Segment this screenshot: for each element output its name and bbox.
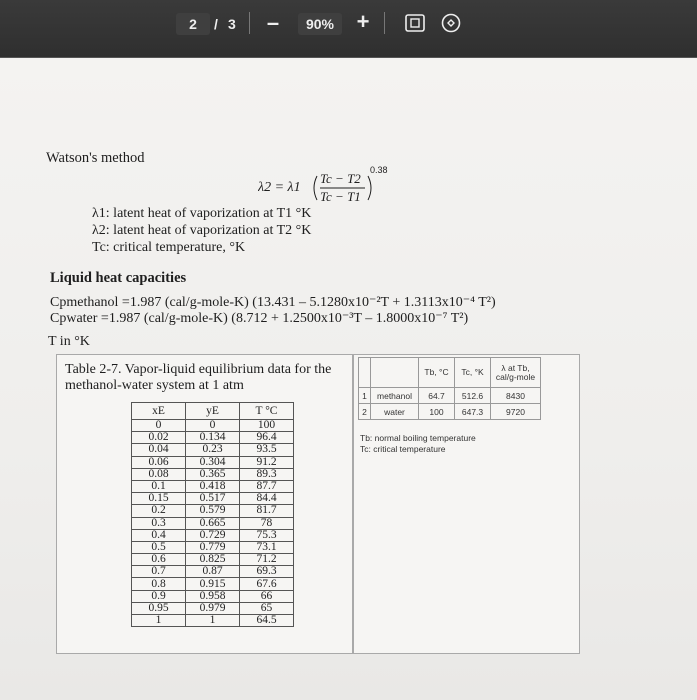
prop-cell: water bbox=[371, 404, 419, 420]
prop-header-tc: Tc, °K bbox=[455, 358, 491, 388]
vle-cell: 0 bbox=[132, 420, 186, 432]
vle-cell: 0.665 bbox=[186, 517, 240, 529]
vle-cell: 0.365 bbox=[186, 468, 240, 480]
rotate-icon[interactable] bbox=[440, 12, 462, 34]
vle-cell: 0.15 bbox=[132, 493, 186, 505]
vle-cell: 89.3 bbox=[240, 468, 294, 480]
liquid-heat-heading: Liquid heat capacities bbox=[50, 270, 187, 286]
vle-header-t: T °C bbox=[240, 403, 294, 420]
formula-exponent: 0.38 bbox=[370, 165, 388, 175]
toolbar-divider bbox=[384, 12, 385, 34]
zoom-level-input[interactable]: 90% bbox=[298, 13, 342, 35]
vle-cell: 0 bbox=[186, 420, 240, 432]
vle-cell: 65 bbox=[240, 602, 294, 614]
vle-cell: 0.9 bbox=[132, 590, 186, 602]
definition-tc: Tc: critical temperature, °K bbox=[92, 240, 246, 255]
prop-cell: 647.3 bbox=[455, 404, 491, 420]
vle-cell: 0.915 bbox=[186, 578, 240, 590]
prop-header-name bbox=[371, 358, 419, 388]
vle-cell: 0.3 bbox=[132, 517, 186, 529]
prop-cell: 8430 bbox=[491, 388, 541, 404]
vle-cell: 1 bbox=[186, 615, 240, 627]
tb-footnote: Tb: normal boiling temperature bbox=[360, 433, 476, 443]
vle-table-panel bbox=[56, 354, 353, 654]
vle-cell: 73.1 bbox=[240, 541, 294, 553]
zoom-in-button[interactable]: + bbox=[356, 9, 370, 34]
vle-cell: 0.2 bbox=[132, 505, 186, 517]
vle-cell: 0.134 bbox=[186, 432, 240, 444]
prop-cell: 512.6 bbox=[455, 388, 491, 404]
table-row bbox=[132, 554, 294, 566]
toolbar-divider bbox=[249, 12, 250, 34]
property-table bbox=[358, 357, 541, 420]
vle-cell: 0.517 bbox=[186, 493, 240, 505]
prop-header-tb: Tb, °C bbox=[419, 358, 455, 388]
prop-cell: 9720 bbox=[491, 404, 541, 420]
vle-cell: 71.2 bbox=[240, 554, 294, 566]
definition-lambda1: λ1: latent heat of vaporization at T1 °K bbox=[92, 206, 312, 221]
vle-cell: 0.8 bbox=[132, 578, 186, 590]
table-row bbox=[359, 404, 541, 420]
definition-lambda2: λ2: latent heat of vaporization at T2 °K bbox=[92, 223, 312, 238]
table-row bbox=[132, 493, 294, 505]
formula-numerator: Tc − T2 bbox=[320, 171, 361, 186]
vle-header-xe: xE bbox=[132, 403, 186, 420]
prop-cell: 2 bbox=[359, 404, 371, 420]
vle-cell: 0.4 bbox=[132, 529, 186, 541]
pdf-toolbar bbox=[0, 0, 697, 58]
vle-cell: 66 bbox=[240, 590, 294, 602]
vle-cell: 0.23 bbox=[186, 444, 240, 456]
vle-cell: 0.04 bbox=[132, 444, 186, 456]
table-row bbox=[132, 456, 294, 468]
cp-water-equation: Cpwater =1.987 (cal/g-mole-K) (8.712 + 1.2500x10⁻³T – 1.8000x10⁻⁷ T²) bbox=[50, 311, 469, 326]
vle-cell: 91.2 bbox=[240, 456, 294, 468]
vle-cell: 69.3 bbox=[240, 566, 294, 578]
table-row bbox=[132, 578, 294, 590]
vle-cell: 0.418 bbox=[186, 480, 240, 492]
vle-cell: 0.08 bbox=[132, 468, 186, 480]
vle-cell: 81.7 bbox=[240, 505, 294, 517]
vle-cell: 0.825 bbox=[186, 554, 240, 566]
vle-cell: 64.5 bbox=[240, 615, 294, 627]
zoom-out-button[interactable]: – bbox=[266, 10, 280, 35]
vle-cell: 0.87 bbox=[186, 566, 240, 578]
formula-denominator: Tc − T1 bbox=[320, 189, 361, 204]
total-pages: 3 bbox=[228, 16, 236, 32]
vle-cell: 84.4 bbox=[240, 493, 294, 505]
prop-cell: 64.7 bbox=[419, 388, 455, 404]
property-table-panel bbox=[353, 354, 580, 654]
vle-cell: 78 bbox=[240, 517, 294, 529]
prop-header-index bbox=[359, 358, 371, 388]
table-row bbox=[132, 529, 294, 541]
vle-cell: 67.6 bbox=[240, 578, 294, 590]
section-heading: Watson's method bbox=[46, 150, 145, 166]
table-row bbox=[132, 566, 294, 578]
vle-cell: 0.1 bbox=[132, 480, 186, 492]
watson-formula bbox=[258, 162, 418, 212]
page-number-input[interactable]: 2 bbox=[176, 13, 210, 35]
vle-cell: 0.979 bbox=[186, 602, 240, 614]
vle-caption-line1: Table 2-7. Vapor-liquid equilibrium data for the bbox=[65, 362, 332, 377]
table-row bbox=[132, 541, 294, 553]
table-row bbox=[132, 615, 294, 627]
vle-table bbox=[131, 402, 294, 627]
prop-cell: 1 bbox=[359, 388, 371, 404]
temperature-unit-note: T in °K bbox=[48, 334, 90, 349]
prop-cell: 100 bbox=[419, 404, 455, 420]
vle-cell: 0.958 bbox=[186, 590, 240, 602]
vle-cell: 0.7 bbox=[132, 566, 186, 578]
vle-cell: 93.5 bbox=[240, 444, 294, 456]
table-row bbox=[132, 517, 294, 529]
table-row bbox=[132, 420, 294, 432]
vle-cell: 0.95 bbox=[132, 602, 186, 614]
vle-cell: 0.779 bbox=[186, 541, 240, 553]
table-row bbox=[132, 602, 294, 614]
vle-cell: 0.579 bbox=[186, 505, 240, 517]
vle-table-caption bbox=[65, 362, 350, 394]
prop-cell: methanol bbox=[371, 388, 419, 404]
formula-lhs: λ2 = λ1 bbox=[258, 180, 301, 195]
cp-methanol-equation: Cpmethanol =1.987 (cal/g-mole-K) (13.431 – 5.1280x10⁻²T + 1.3113x10⁻⁴ T²) bbox=[50, 295, 496, 310]
vle-cell: 0.729 bbox=[186, 529, 240, 541]
fit-to-page-icon[interactable] bbox=[405, 14, 425, 32]
vle-cell: 96.4 bbox=[240, 432, 294, 444]
vle-cell: 0.02 bbox=[132, 432, 186, 444]
page-separator: / bbox=[214, 16, 218, 32]
prop-header-lambda: λ at Tb, cal/g-mole bbox=[491, 358, 541, 388]
table-row bbox=[132, 444, 294, 456]
vle-cell: 0.5 bbox=[132, 541, 186, 553]
table-row bbox=[132, 480, 294, 492]
vle-cell: 87.7 bbox=[240, 480, 294, 492]
vle-caption-line2: methanol-water system at 1 atm bbox=[65, 378, 244, 393]
vle-cell: 0.6 bbox=[132, 554, 186, 566]
vle-cell: 75.3 bbox=[240, 529, 294, 541]
table-row bbox=[132, 468, 294, 480]
tc-footnote: Tc: critical temperature bbox=[360, 444, 446, 454]
table-row bbox=[132, 432, 294, 444]
vle-cell: 100 bbox=[240, 420, 294, 432]
vle-cell: 0.304 bbox=[186, 456, 240, 468]
vle-cell: 0.06 bbox=[132, 456, 186, 468]
vle-header-ye: yE bbox=[186, 403, 240, 420]
vle-cell: 1 bbox=[132, 615, 186, 627]
table-row bbox=[359, 388, 541, 404]
table-row bbox=[132, 590, 294, 602]
document-page bbox=[0, 58, 697, 700]
table-row bbox=[132, 505, 294, 517]
